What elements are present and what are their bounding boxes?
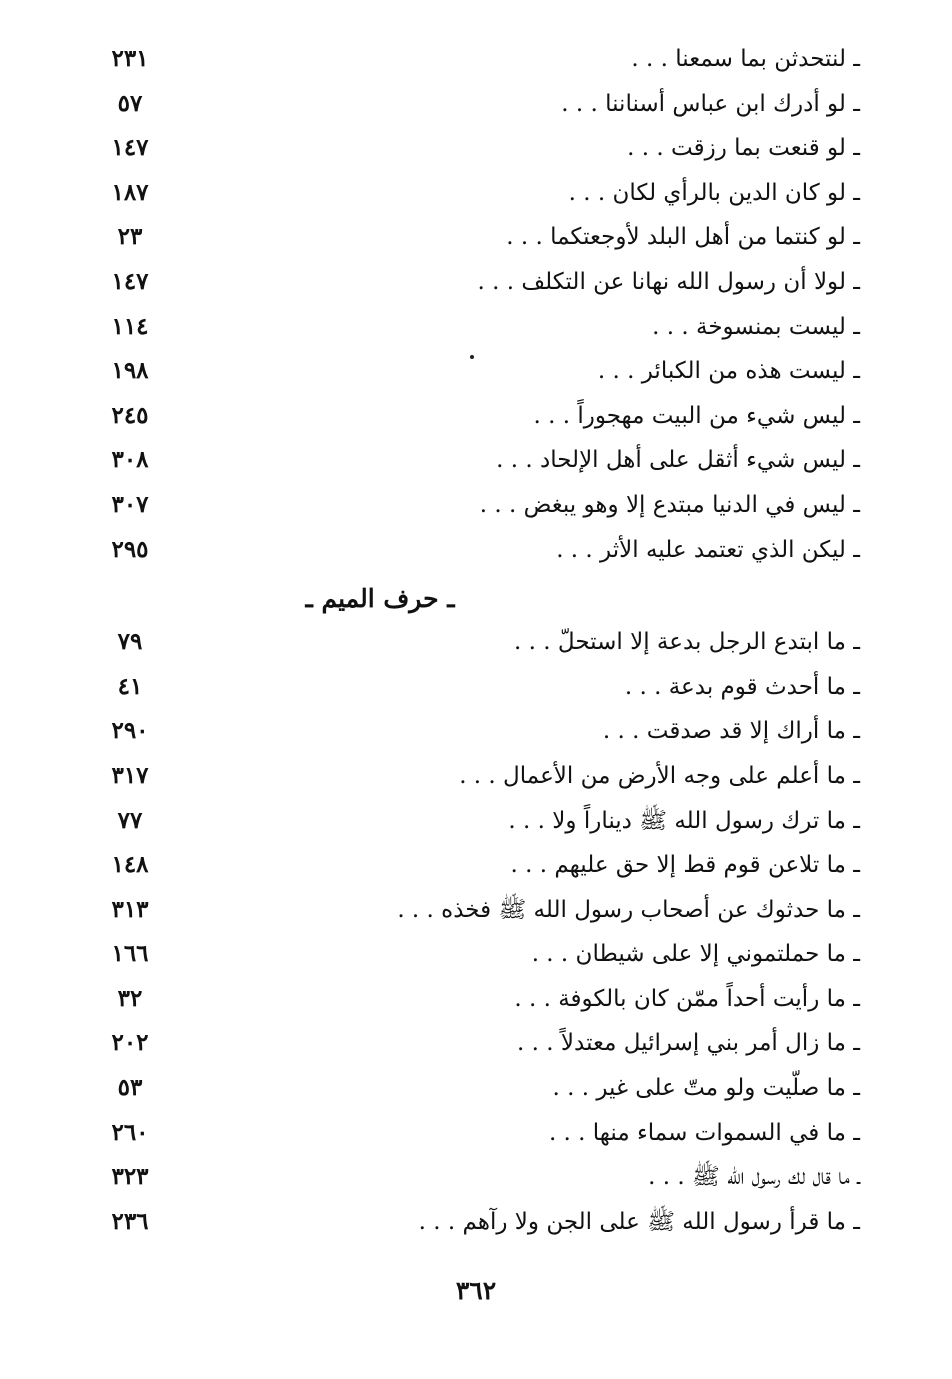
section-heading (60, 573, 860, 621)
entry-page-number: ٣١٣ (111, 895, 149, 923)
entry-page-number: ٣٢٣ (111, 1163, 149, 1191)
entry-text: ـ ليست بمنسوخة . . . (652, 313, 860, 340)
entry-page-number: ٥٧ (117, 89, 143, 117)
entry-page-number: ٢٩٥ (111, 535, 149, 563)
entry-text: ـ ما رأيت أحداً ممّن كان بالكوفة . . . (514, 985, 860, 1012)
entry-text: ـ ما في السموات سماء منها . . . (548, 1119, 860, 1146)
entry-page-number: ١٦٦ (111, 940, 149, 968)
index-entry (60, 933, 860, 978)
entry-page-number: ٢٠٢ (111, 1029, 149, 1057)
entry-text: ـ لو كان الدين بالرأي لكان . . . (568, 179, 860, 206)
page-number: ٣٦٢ (455, 1276, 497, 1305)
index-entry (60, 38, 860, 83)
entry-page-number: ٥٣ (117, 1074, 143, 1102)
entry-text: ـ ليس في الدنيا مبتدع إلا وهو يبغض . . . (479, 491, 860, 518)
entry-text: ـ ما أراك إلا قد صدقت . . . (602, 718, 860, 745)
entry-page-number: ١١٤ (111, 312, 149, 340)
entry-text: ـ لو قنعت بما رزقت . . . (627, 135, 860, 162)
index-entry (60, 484, 860, 529)
entry-text: ـ لولا أن رسول الله نهانا عن التكلف . . . (477, 268, 860, 295)
entry-page-number: ١٤٧ (111, 267, 149, 295)
entry-page-number: ٤١ (117, 672, 143, 700)
entry-text: ـ ليس شيء من البيت مهجوراً . . . (533, 402, 860, 429)
entry-page-number: ٧٧ (117, 806, 143, 834)
index-entry (60, 395, 860, 440)
index-entry (60, 710, 860, 755)
index-entry (60, 1112, 860, 1157)
index-entry (60, 666, 860, 711)
entry-text: ـ ليكن الذي تعتمد عليه الأثر . . . (556, 536, 860, 563)
entry-text: ـ ما حدثوك عن أصحاب رسول الله ﷺ فخذه . . . (397, 896, 860, 923)
entry-page-number: ٣٠٧ (111, 490, 149, 518)
entry-text: ـ ليس شيء أثقل على أهل الإلحاد . . . (496, 447, 860, 474)
entry-text: ـ ما قرأ رسول الله ﷺ على الجن ولا رآهم . . . (418, 1208, 860, 1235)
entry-page-number: ٣١٧ (111, 761, 149, 789)
entry-page-number: ٢٣ (117, 223, 143, 251)
entry-page-number: ٢٤٥ (111, 401, 149, 429)
entry-page-number: ١٤٨ (111, 851, 149, 879)
index-entry (60, 83, 860, 128)
index-entry (60, 529, 860, 574)
index-entry (60, 1156, 860, 1201)
index-entry (60, 1201, 860, 1246)
entry-page-number: ٢٩٠ (111, 717, 149, 745)
entry-text: ـ ما حملتموني إلا على شيطان . . . (531, 941, 860, 968)
entry-text: ـ ما ترك رسول الله ﷺ ديناراً ولا . . . (508, 807, 860, 834)
entry-page-number: ٢٣١ (111, 45, 149, 72)
entry-page-number: ١٤٧ (111, 134, 149, 162)
index-entry (60, 978, 860, 1023)
entry-page-number: ١٩٨ (111, 357, 149, 385)
index-entry (60, 261, 860, 306)
index-entry (60, 1067, 860, 1112)
entry-text: ـ ما زال أمر بني إسرائيل معتدلاً . . . (517, 1030, 860, 1057)
entry-text: ـ ما تلاعن قوم قط إلا حق عليهم . . . (510, 852, 860, 879)
entry-page-number: ١٨٧ (111, 178, 149, 206)
entry-text: ـ ما ابتدع الرجل بدعة إلا استحلّ . . . (514, 629, 860, 656)
index-entry (60, 350, 860, 395)
section-heading-text: ـ حرف الميم ـ (305, 584, 455, 614)
entry-text: ـ لو أدرك ابن عباس أسناننا . . . (561, 90, 860, 117)
entry-text: ـ لنتحدثن بما سمعنا . . . (631, 46, 860, 72)
entry-page-number: ٣٠٨ (111, 446, 149, 474)
index-entry (60, 216, 860, 261)
index-entry (60, 844, 860, 889)
entry-text: ـ ما أحدث قوم بدعة . . . (624, 673, 860, 700)
index-entry (60, 889, 860, 934)
index-entry (60, 306, 860, 351)
entry-page-number: ٢٦٠ (111, 1118, 149, 1146)
index-entry (60, 439, 860, 484)
index-entry (60, 621, 860, 666)
index-entry (60, 1022, 860, 1067)
entry-text: ـ لو كنتما من أهل البلد لأوجعتكما . . . (506, 224, 860, 251)
index-entry (60, 800, 860, 845)
entry-page-number: ٣٢ (117, 984, 143, 1012)
index-entry (60, 755, 860, 800)
entry-page-number: ٢٣٦ (111, 1207, 149, 1235)
index-entry (60, 172, 860, 217)
index-entries (60, 38, 860, 1245)
entry-text: ـ ما أعلم على وجه الأرض من الأعمال . . . (459, 762, 860, 789)
entry-text: ـ ما قال لك رسول الله ﷺ . . . (648, 1164, 860, 1191)
entry-page-number: ٧٩ (117, 628, 143, 656)
entry-text: ـ ليست هذه من الكبائر . . . (597, 358, 860, 385)
entry-text: ـ ما صلّيت ولو متّ على غير . . . (552, 1075, 860, 1102)
index-entry (60, 127, 860, 172)
